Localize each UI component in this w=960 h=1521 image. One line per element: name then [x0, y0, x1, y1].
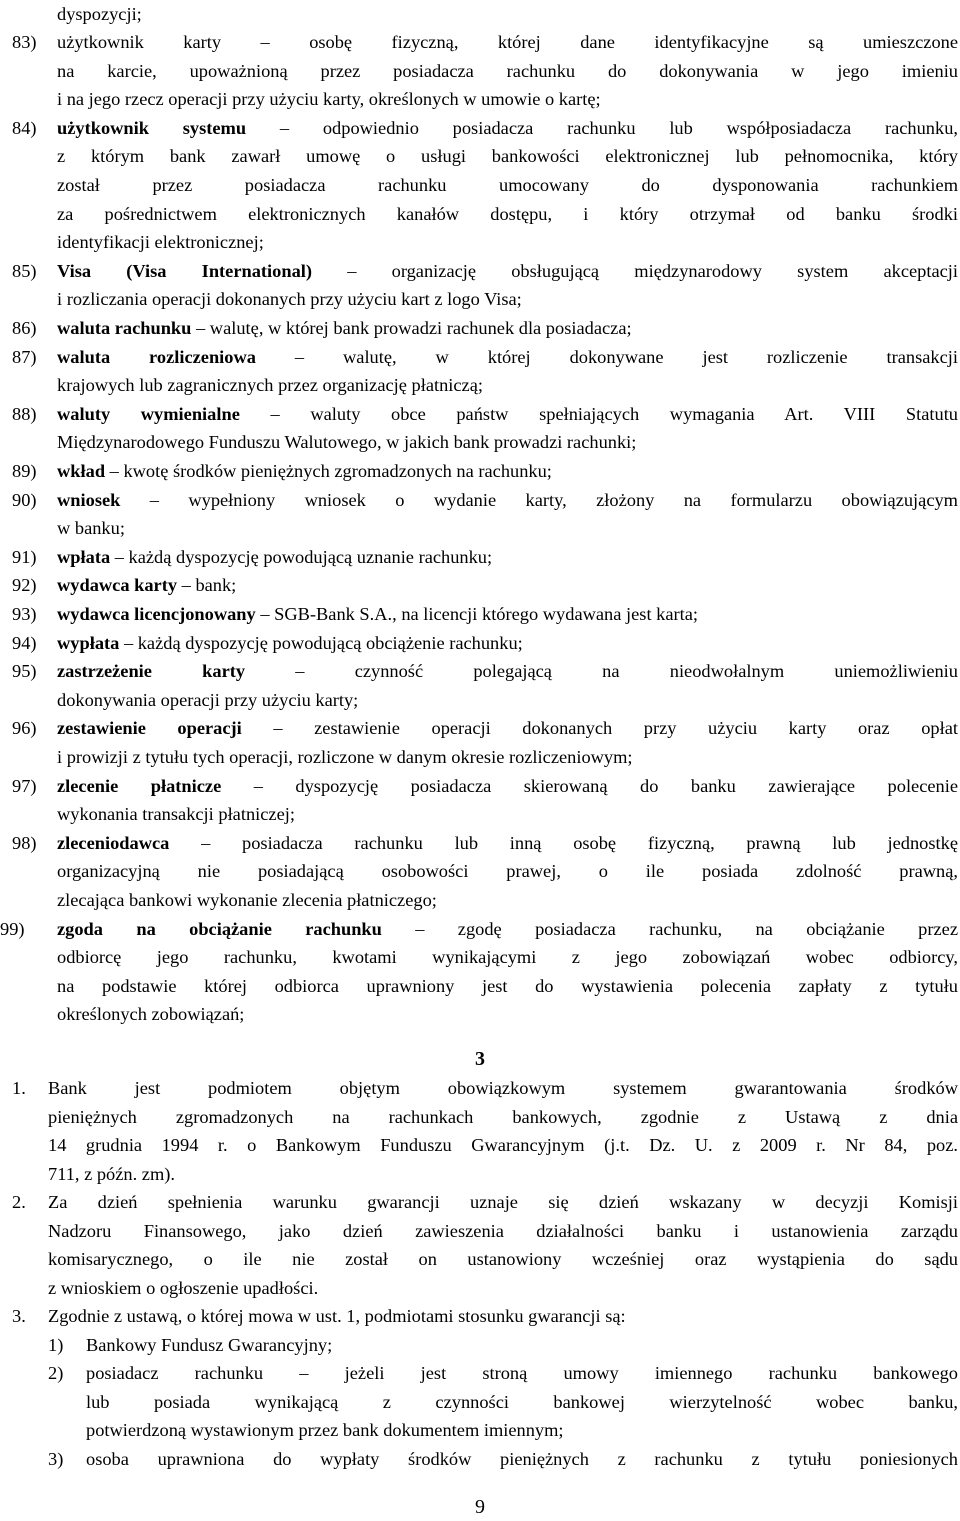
definition-line: na podstawie której odbiorca uprawniony jest do wystawienia polecenia zapłaty z tytułu	[57, 975, 958, 996]
definition-term: Visa (Visa International)	[57, 260, 313, 281]
definition-term: zlecenie płatnicze	[57, 775, 222, 796]
definition-text: – waluty obce państw spełniających wymagania Art. VIII Statutu	[239, 403, 958, 424]
definition-line: i prowizji z tytułu tych operacji, rozliczone w danym okresie rozliczeniowym;	[57, 747, 633, 767]
paragraph-line: Nadzoru Finansowego, jako dzień zawieszenia działalności banku i ustanowienia zarządu	[48, 1220, 958, 1241]
list-item-line: lub posiada wynikającą z czynności bankowej wierzytelność wobec banku,	[86, 1391, 958, 1412]
definition-line: wykonania transakcji płatniczej;	[57, 804, 295, 825]
definition-line: identyfikacji elektronicznej;	[57, 232, 264, 253]
definition-text: – czynność polegającą na nieodwołalnym uniemożliwieniu	[245, 661, 958, 682]
paragraph-number: 3.	[12, 1306, 26, 1326]
definition-text: – kwotę środków pieniężnych zgromadzonych na rachunku;	[105, 461, 552, 481]
definition-text: – posiadacza rachunku lub inną osobę fizyczną, prawną lub jednostkę	[169, 832, 958, 853]
definition-number: 99)	[0, 918, 25, 939]
list-item-line: osoba uprawniona do wypłaty środków pieniężnych z rachunku z tytułu poniesionych	[86, 1448, 958, 1469]
list-item-number: 1)	[48, 1334, 64, 1355]
paragraph-line: Bank jest podmiotem objętym obowiązkowym systemem gwarantowania środków	[48, 1078, 958, 1098]
definition-number: 94)	[12, 632, 37, 653]
definition-line: dokonywania operacji przy użyciu karty;	[57, 689, 359, 710]
definition-number: 85)	[12, 260, 37, 281]
definition-line: z którym bank zawarł umowę o usługi bankowości elektronicznej lub pełnomocnika, który	[57, 146, 958, 167]
paragraph-line: komisarycznego, o ile nie został on ustanowiony wcześniej oraz wystąpienia do sądu	[48, 1249, 958, 1269]
definition-number: 93)	[12, 604, 37, 624]
definition-term: użytkownik systemu	[57, 117, 247, 138]
definition-text: – każdą dyspozycję powodującą uznanie rachunku;	[110, 546, 493, 567]
definition-term: wydawca karty	[57, 575, 178, 596]
definition-number: 91)	[12, 546, 37, 567]
definition-line: na karcie, upoważnioną przez posiadacza rachunku do dokonywania w jego imieniu	[57, 60, 958, 81]
definition-text: – dyspozycję posiadacza skierowaną do banku zawierające polecenie	[221, 775, 959, 796]
definition-term: zgoda na obciążanie rachunku	[57, 918, 382, 939]
definition-term: wkład	[57, 461, 106, 481]
definition-number: 86)	[12, 318, 37, 338]
definition-line: określonych zobowiązań;	[57, 1004, 245, 1025]
continued-text: dyspozycji;	[57, 4, 142, 24]
definition-text: – SGB-Bank S.A., na licencji którego wydawana jest karta;	[255, 604, 699, 624]
definition-text: – bank;	[177, 575, 237, 596]
definition-line	[57, 261, 958, 281]
definition-line: zlecająca bankowi wykonanie zlecenia płatniczego;	[57, 890, 437, 910]
definition-number: 95)	[12, 661, 37, 682]
definition-line: został przez posiadacza rachunku umocowany do dysponowania rachunkiem	[57, 175, 958, 195]
definition-number: 87)	[12, 346, 37, 367]
definition-line: Międzynarodowego Funduszu Walutowego, w jakich bank prowadzi rachunki;	[57, 432, 637, 453]
definition-line: użytkownik karty – osobę fizyczną, której dane identyfikacyjne są umieszczone	[57, 32, 958, 52]
definition-term: wypłata	[57, 632, 120, 653]
definition-text: – walutę, w której bank prowadzi rachunek dla posiadacza;	[191, 318, 632, 338]
definition-line	[57, 118, 958, 138]
definition-line	[57, 347, 958, 367]
definition-text: – walutę, w której dokonywane jest rozliczenie transakcji	[255, 346, 958, 367]
paragraph-line: pieniężnych zgromadzonych na rachunkach bankowych, zgodnie z Ustawą z dnia	[48, 1106, 958, 1127]
paragraph-line: 14 grudnia 1994 r. o Bankowym Funduszu Gwarancyjnym (j.t. Dz. U. z 2009 r. Nr 84, poz.	[48, 1135, 958, 1155]
definition-text: – zgodę posiadacza rachunku, na obciążanie przez	[381, 918, 958, 939]
definition-line	[57, 575, 958, 595]
definition-term: zleceniodawca	[57, 832, 170, 853]
list-item-line: Bankowy Fundusz Gwarancyjny;	[86, 1334, 333, 1355]
definition-number: 90)	[12, 489, 37, 510]
paragraph-line: Zgodnie z ustawą, o której mowa w ust. 1, podmiotami stosunku gwarancji są:	[48, 1306, 626, 1326]
definition-text: – organizację obsługującą międzynarodowy system akceptacji	[312, 260, 958, 281]
paragraph-line: 711, z późn. zm).	[48, 1163, 175, 1184]
definition-line: organizacyjną nie posiadającą osobowości prawej, o ile posiada zdolność prawną,	[57, 861, 958, 882]
definition-line	[57, 318, 958, 338]
paragraph-line: z wnioskiem o ogłoszenie upadłości.	[48, 1277, 319, 1298]
definition-line	[57, 919, 958, 939]
paragraph-line: Za dzień spełnienia warunku gwarancji uznaje się dzień wskazany w decyzji Komisji	[48, 1192, 958, 1212]
definition-term: waluty wymienialne	[57, 403, 240, 424]
definition-text: – wypełniony wniosek o wydanie karty, złożony na formularzu obowiązującym	[120, 489, 958, 510]
list-item-line: potwierdzoną wystawionym przez bank dokumentem imiennym;	[86, 1420, 564, 1440]
definition-term: wpłata	[57, 546, 111, 567]
definition-line	[57, 490, 958, 510]
definition-line: za pośrednictwem elektronicznych kanałów dostępu, i który otrzymał od banku środki	[57, 203, 958, 224]
definition-line	[57, 661, 958, 681]
definition-number: 88)	[12, 403, 37, 424]
definition-line: krajowych lub zagranicznych przez organizację płatniczą;	[57, 375, 483, 396]
definition-text: – odpowiednio posiadacza rachunku lub współposiadacza rachunku,	[246, 117, 958, 138]
definition-number: 84)	[12, 117, 37, 138]
definition-term: zestawienie operacji	[57, 718, 242, 739]
definition-line: w banku;	[57, 518, 125, 539]
definition-number: 89)	[12, 461, 37, 481]
definition-line	[57, 776, 958, 796]
definition-text: – zestawienie operacji dokonanych przy użyciu karty oraz opłat	[241, 718, 958, 739]
definition-line	[57, 547, 958, 567]
paragraph-number: 2.	[12, 1192, 26, 1212]
definition-number: 97)	[12, 775, 37, 796]
definition-term: wydawca licencjonowany	[57, 604, 256, 624]
definition-line	[57, 833, 958, 853]
definition-line	[57, 633, 958, 653]
definition-line	[57, 404, 958, 424]
page-number: 9	[475, 1496, 485, 1518]
definition-line	[57, 718, 958, 738]
definition-term: waluta rachunku	[57, 318, 192, 338]
definition-text: – każdą dyspozycję powodującą obciążenie rachunku;	[119, 632, 523, 653]
list-item-number: 3)	[48, 1448, 64, 1469]
definition-line	[57, 604, 958, 624]
definition-line	[57, 461, 958, 481]
definition-term: waluta rozliczeniowa	[57, 346, 256, 367]
list-item-number: 2)	[48, 1363, 64, 1383]
definition-number: 83)	[12, 32, 37, 52]
definition-number: 98)	[12, 832, 37, 853]
definition-number: 96)	[12, 718, 37, 739]
definition-term: zastrzeżenie karty	[57, 661, 246, 682]
definition-line: odbiorcę jego rachunku, kwotami wynikającymi z jego zobowiązań wobec odbiorcy,	[57, 947, 958, 968]
definition-term: wniosek	[57, 489, 121, 510]
list-item-line: posiadacz rachunku – jeżeli jest stroną umowy imiennego rachunku bankowego	[86, 1363, 958, 1383]
definition-line: i na jego rzecz operacji przy użyciu karty, określonych w umowie o kartę;	[57, 89, 601, 110]
definition-line: i rozliczania operacji dokonanych przy użyciu kart z logo Visa;	[57, 289, 522, 310]
definition-number: 92)	[12, 575, 37, 596]
section-heading: 3	[475, 1048, 485, 1070]
paragraph-number: 1.	[12, 1078, 26, 1098]
